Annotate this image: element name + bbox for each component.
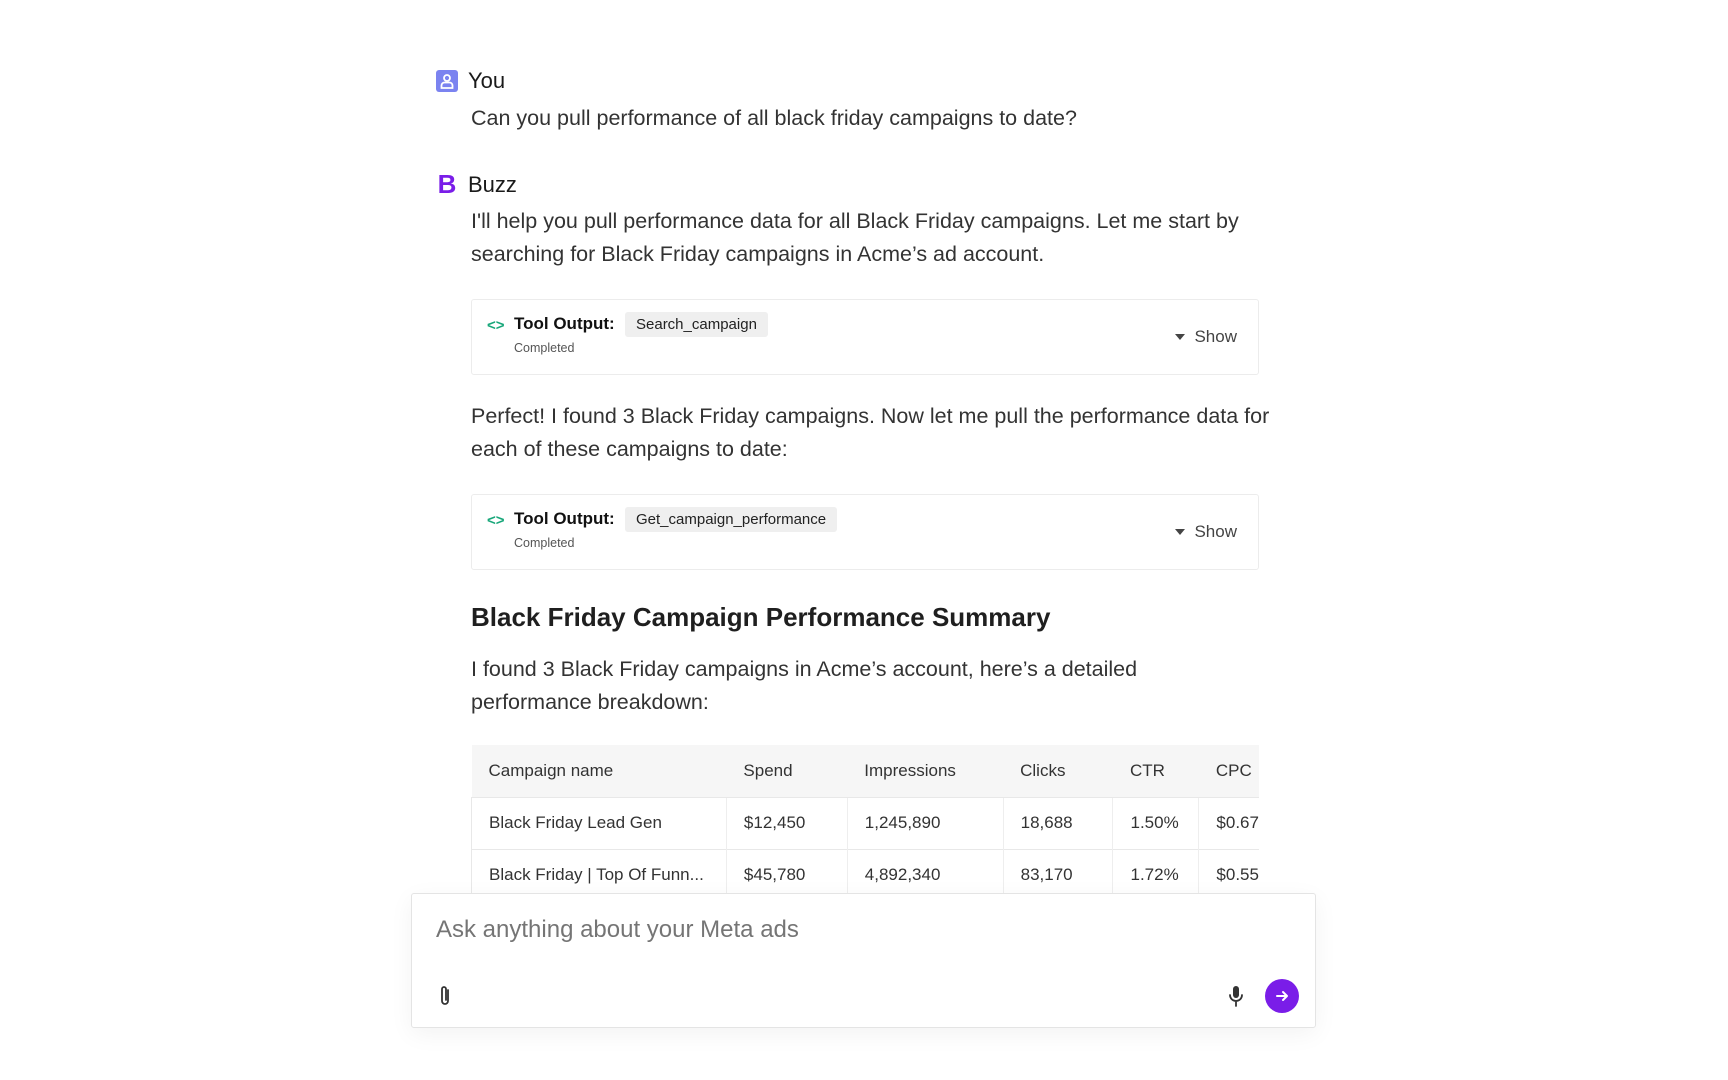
assistant-message-intro: I'll help you pull performance data for all Black Friday campaigns. Let me start by searching for Black Friday campaigns in Acme’s ad account. bbox=[471, 209, 1239, 266]
column-header: Campaign name bbox=[472, 745, 727, 797]
tool-status: Completed bbox=[514, 536, 575, 550]
user-message: Can you pull performance of all black friday campaigns to date? bbox=[471, 106, 1077, 130]
paperclip-icon[interactable] bbox=[436, 984, 454, 1013]
composer bbox=[411, 893, 1316, 1028]
table-cell: 1,245,890 bbox=[847, 797, 1003, 849]
column-header: CTR bbox=[1113, 745, 1199, 797]
tool-output-label: Tool Output: bbox=[514, 509, 615, 528]
show-label: Show bbox=[1194, 522, 1237, 541]
tool-name-chip: Get_campaign_performance bbox=[625, 507, 837, 532]
table-cell: $45,780 bbox=[726, 849, 847, 893]
table-cell: Black Friday Lead Gen bbox=[472, 797, 727, 849]
column-header: Clicks bbox=[1003, 745, 1113, 797]
table-cell: 1.72% bbox=[1113, 849, 1199, 893]
message-input[interactable] bbox=[436, 916, 1286, 944]
table-row bbox=[472, 797, 1260, 849]
summary-heading: Black Friday Campaign Performance Summary bbox=[471, 602, 1051, 632]
code-icon: <> bbox=[487, 512, 505, 529]
show-label: Show bbox=[1194, 327, 1237, 346]
send-button[interactable] bbox=[1265, 979, 1299, 1013]
table-cell: Black Friday | Top Of Funn... bbox=[472, 849, 727, 893]
table-cell: 83,170 bbox=[1003, 849, 1113, 893]
table-cell: $12,450 bbox=[726, 797, 847, 849]
tool-status: Completed bbox=[514, 341, 575, 355]
table-cell: 18,688 bbox=[1003, 797, 1113, 849]
table-cell: 1.50% bbox=[1113, 797, 1199, 849]
tool-name-chip: Search_campaign bbox=[625, 312, 768, 337]
code-icon: <> bbox=[487, 317, 505, 334]
table-cell: 4,892,340 bbox=[847, 849, 1003, 893]
buzz-logo-icon: B bbox=[437, 169, 457, 199]
column-header: CPC bbox=[1199, 745, 1259, 797]
assistant-message-middle: Perfect! I found 3 Black Friday campaigns. Now let me pull the performance data for each of these campaigns to date: bbox=[471, 404, 1270, 461]
sender-name: Buzz bbox=[468, 171, 517, 197]
table-row bbox=[472, 849, 1260, 893]
table-cell: $0.55 bbox=[1199, 849, 1259, 893]
sender-name: You bbox=[468, 68, 506, 93]
summary-text: I found 3 Black Friday campaigns in Acme’s account, here’s a detailed performance breakdown: bbox=[471, 657, 1138, 714]
column-header: Impressions bbox=[847, 745, 1003, 797]
column-header: Spend bbox=[726, 745, 847, 797]
table-cell: $0.67 bbox=[1199, 797, 1259, 849]
arrow-right-icon bbox=[1274, 988, 1290, 1004]
table-header-row bbox=[472, 745, 1260, 797]
tool-output-label: Tool Output: bbox=[514, 314, 615, 333]
microphone-icon[interactable] bbox=[1226, 984, 1246, 1013]
performance-table bbox=[471, 745, 1259, 893]
